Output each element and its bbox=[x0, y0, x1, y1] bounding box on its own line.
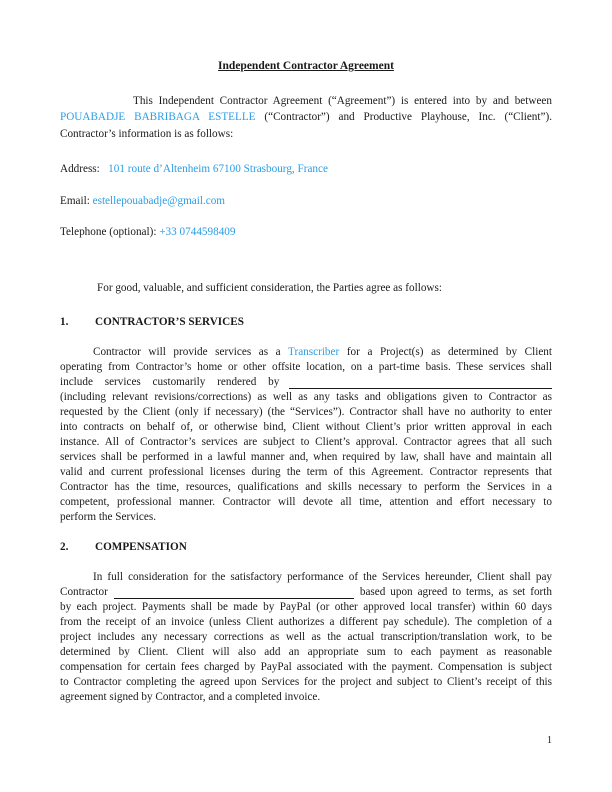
section2-line-3: from the receipt of an invoice (unless Client authorizes a different pay schedule). The completion of a bbox=[60, 616, 552, 628]
section2-line-1: Contractor based upon agreed to terms, as set forth bbox=[60, 586, 552, 598]
section1-line-2: include services customarily rendered by bbox=[60, 376, 552, 389]
contractor-name: POUABADJE BABRIBAGA ESTELLE bbox=[60, 111, 256, 123]
consideration-text: For good, valuable, and sufficient consideration, the Parties agree as follows: bbox=[97, 282, 442, 294]
section-heading-2: 2. COMPENSATION bbox=[60, 541, 187, 553]
section2-line-5: determined by Client. Client will also add an appropriate sum to each payment as reasonable bbox=[60, 646, 552, 658]
phone-label: Telephone (optional): bbox=[60, 226, 157, 238]
section2-line-2: by each project. Payments shall be made by PayPal (or other approved local transfer) within 60 days bbox=[60, 601, 552, 613]
section2-line-4: project includes any necessary corrections as well as the actual transcription/translation work, to be bbox=[60, 631, 552, 643]
section1-line-9: Contractor has the time, resources, qualifications and skills necessary to perform the Services in a bbox=[60, 481, 552, 493]
phone-value: +33 0744598409 bbox=[159, 226, 236, 238]
section2-line-0: In full consideration for the satisfactory performance of the Services hereunder, Client shall pay bbox=[93, 571, 552, 583]
address-label: Address: bbox=[60, 163, 100, 175]
address-value: 101 route d’Altenheim 67100 Strasbourg, France bbox=[108, 163, 328, 175]
page-number: 1 bbox=[547, 735, 552, 746]
intro-line-2: POUABADJE BABRIBAGA ESTELLE (“Contractor”) and Productive Playhouse, Inc. (“Client”). bbox=[60, 111, 552, 123]
intro-line-3: Contractor’s information is as follows: bbox=[60, 128, 234, 140]
section2-line-7: to Contractor completing the agreed upon Services for the project and subject to Client’s receipt of this bbox=[60, 676, 552, 688]
section1-line-7: services shall be performed in a lawful manner and, when required by law, shall have and maintain all bbox=[60, 451, 552, 463]
email-value: estellepouabadje@gmail.com bbox=[92, 195, 226, 207]
document-title: Independent Contractor Agreement bbox=[218, 60, 394, 72]
section1-line-3: (including relevant revisions/corrections) as well as any tasks and obligations given to Contractor as bbox=[60, 391, 552, 403]
services-blank-field[interactable] bbox=[289, 378, 552, 389]
section1-line-0: Contractor will provide services as a Transcriber for a Project(s) as determined by Client bbox=[93, 346, 552, 358]
email-label: Email: bbox=[60, 195, 90, 207]
address-row bbox=[60, 163, 552, 176]
section1-line-1: operating from Contractor’s home or other offsite location, on a part-time basis. These services shall bbox=[60, 361, 552, 373]
section-heading-1: 1. CONTRACTOR’S SERVICES bbox=[60, 316, 244, 328]
role-value: Transcriber bbox=[288, 346, 340, 358]
section1-line-8: valid and current professional licenses during the term of this Agreement. Contractor represents that bbox=[60, 466, 552, 478]
section2-line-6: compensation for certain fees charged by PayPal associated with the payment. Compensation is subject bbox=[60, 661, 552, 673]
section1-line-6: instance. All of Contractor’s services are subject to Client’s approval. Contractor agrees that all such bbox=[60, 436, 552, 448]
section1-line-10: competent, professional manner. Contractor will devote all time, attention and effort necessary to bbox=[60, 496, 552, 508]
section1-line-11: perform the Services. bbox=[60, 511, 156, 523]
section1-line-5: into contracts on behalf of, or otherwise bind, Client without Client’s prior written approval in each bbox=[60, 421, 552, 433]
intro-line-1: This Independent Contractor Agreement (“Agreement”) is entered into by and between bbox=[133, 95, 552, 107]
email-row bbox=[60, 195, 552, 208]
section2-line-8: agreement signed by Contractor, and a completed invoice. bbox=[60, 691, 321, 703]
section1-line-4: requested by the Client (only if necessary) (the “Services”). Contractor shall have no authority to enter bbox=[60, 406, 552, 418]
compensation-blank-field[interactable] bbox=[114, 588, 354, 599]
phone-row bbox=[60, 226, 552, 239]
